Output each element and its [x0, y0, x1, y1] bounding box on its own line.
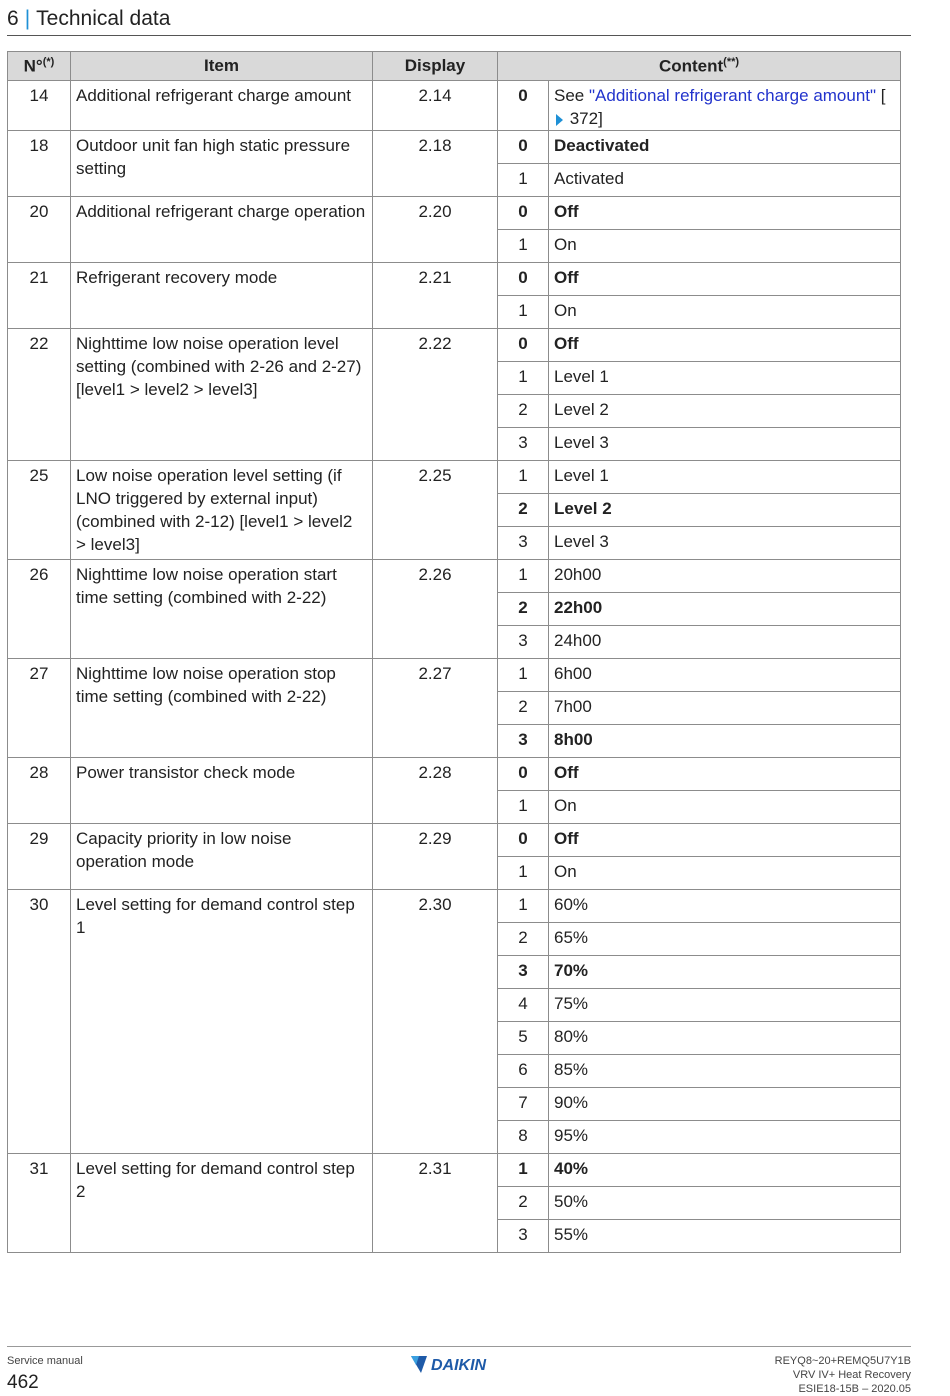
option-value: Off	[549, 758, 901, 791]
option-value: 60%	[549, 890, 901, 923]
option-code: 1	[498, 296, 549, 329]
footer-doc-ref: ESIE18-15B – 2020.05	[798, 1383, 911, 1395]
column-header-no: N°(*)	[8, 52, 71, 81]
row-display: 2.28	[373, 758, 498, 824]
row-display: 2.29	[373, 824, 498, 890]
settings-table	[7, 51, 901, 1253]
option-value: 8h00	[549, 725, 901, 758]
option-value: Off	[549, 197, 901, 230]
column-header-item: Item	[71, 52, 373, 81]
option-value: Level 1	[549, 362, 901, 395]
row-number: 20	[8, 197, 71, 263]
option-code: 3	[498, 626, 549, 659]
row-item: Level setting for demand control step 1	[71, 890, 373, 1154]
option-code: 1	[498, 230, 549, 263]
option-code: 0	[498, 329, 549, 362]
option-value: Off	[549, 263, 901, 296]
row-number: 25	[8, 461, 71, 560]
option-value: Level 2	[549, 395, 901, 428]
option-value: On	[549, 230, 901, 263]
table-row	[8, 659, 901, 692]
option-code: 1	[498, 857, 549, 890]
option-value: 85%	[549, 1055, 901, 1088]
row-number: 30	[8, 890, 71, 1154]
option-code: 1	[498, 362, 549, 395]
svg-text:DAIKIN: DAIKIN	[431, 1357, 487, 1374]
table-row	[8, 197, 901, 230]
option-code: 2	[498, 494, 549, 527]
row-item: Level setting for demand control step 2	[71, 1154, 373, 1253]
row-display: 2.18	[373, 131, 498, 197]
option-value: 75%	[549, 989, 901, 1022]
table-row	[8, 131, 901, 164]
option-value: 24h00	[549, 626, 901, 659]
page-ref-open: [	[876, 86, 886, 105]
option-code: 0	[498, 824, 549, 857]
column-header-display: Display	[373, 52, 498, 81]
option-value: Level 1	[549, 461, 901, 494]
footer-doc-type: Service manual	[7, 1355, 83, 1367]
column-header-content: Content(**)	[498, 52, 901, 81]
option-value: Deactivated	[549, 131, 901, 164]
option-code: 1	[498, 659, 549, 692]
option-code: 8	[498, 1121, 549, 1154]
table-row	[8, 758, 901, 791]
option-code: 6	[498, 1055, 549, 1088]
option-code: 7	[498, 1088, 549, 1121]
table-row	[8, 263, 901, 296]
row-item: Nighttime low noise operation stop time setting (combined with 2-22)	[71, 659, 373, 758]
table-row	[8, 1154, 901, 1187]
option-code: 3	[498, 527, 549, 560]
option-code: 1	[498, 1154, 549, 1187]
row-number: 29	[8, 824, 71, 890]
option-value: 50%	[549, 1187, 901, 1220]
table-row	[8, 824, 901, 857]
option-value: Off	[549, 329, 901, 362]
row-display: 2.22	[373, 329, 498, 461]
option-value: 80%	[549, 1022, 901, 1055]
table-row	[8, 329, 901, 362]
row-display: 2.31	[373, 1154, 498, 1253]
option-value: Level 3	[549, 428, 901, 461]
row-item: Outdoor unit fan high static pressure setting	[71, 131, 373, 197]
table-header-row	[8, 52, 901, 81]
row-item: Additional refrigerant charge operation	[71, 197, 373, 263]
option-code: 1	[498, 890, 549, 923]
option-value: 20h00	[549, 560, 901, 593]
footer-model: REYQ8~20+REMQ5U7Y1B	[774, 1355, 911, 1367]
option-value: 6h00	[549, 659, 901, 692]
daikin-logo	[409, 1353, 513, 1375]
row-item: Capacity priority in low noise operation mode	[71, 824, 373, 890]
row-number: 21	[8, 263, 71, 329]
option-value-text: See	[554, 86, 589, 105]
option-code: 2	[498, 692, 549, 725]
option-code: 2	[498, 1187, 549, 1220]
option-value: On	[549, 791, 901, 824]
option-value: Activated	[549, 164, 901, 197]
option-code: 3	[498, 1220, 549, 1253]
option-code: 4	[498, 989, 549, 1022]
page-reference-arrow-icon	[556, 114, 563, 126]
option-code: 1	[498, 560, 549, 593]
row-item: Additional refrigerant charge amount	[71, 81, 373, 131]
row-display: 2.26	[373, 560, 498, 659]
option-value: 55%	[549, 1220, 901, 1253]
row-display: 2.25	[373, 461, 498, 560]
row-number: 14	[8, 81, 71, 131]
row-item: Nighttime low noise operation start time setting (combined with 2-22)	[71, 560, 373, 659]
option-code: 3	[498, 725, 549, 758]
row-number: 18	[8, 131, 71, 197]
table-row	[8, 890, 901, 923]
table-row	[8, 560, 901, 593]
page-footer	[7, 1346, 911, 1395]
row-display: 2.14	[373, 81, 498, 131]
option-value: 22h00	[549, 593, 901, 626]
option-value: Level 3	[549, 527, 901, 560]
footer-product: VRV IV+ Heat Recovery	[792, 1369, 911, 1381]
row-item: Low noise operation level setting (if LNO triggered by external input) (combined with 2-12) [level1 > level2 > level3]	[71, 461, 373, 560]
row-display: 2.27	[373, 659, 498, 758]
option-code: 2	[498, 923, 549, 956]
option-code: 1	[498, 791, 549, 824]
header-separator: |	[24, 7, 31, 30]
option-value: 7h00	[549, 692, 901, 725]
option-code: 1	[498, 461, 549, 494]
row-item: Power transistor check mode	[71, 758, 373, 824]
option-value: Level 2	[549, 494, 901, 527]
option-value: On	[549, 296, 901, 329]
row-display: 2.30	[373, 890, 498, 1154]
page-number: 462	[7, 1372, 39, 1393]
option-value: 70%	[549, 956, 901, 989]
option-code: 0	[498, 131, 549, 164]
row-item: Nighttime low noise operation level setting (combined with 2-26 and 2-27) [level1 > level2 > level3]	[71, 329, 373, 461]
option-code: 0	[498, 263, 549, 296]
row-display: 2.20	[373, 197, 498, 263]
row-number: 26	[8, 560, 71, 659]
option-value: 40%	[549, 1154, 901, 1187]
option-value: 95%	[549, 1121, 901, 1154]
row-number: 22	[8, 329, 71, 461]
page-title: Technical data	[36, 7, 171, 30]
option-code: 2	[498, 593, 549, 626]
option-value: 65%	[549, 923, 901, 956]
option-code: 3	[498, 428, 549, 461]
option-value: Off	[549, 824, 901, 857]
page-header	[7, 4, 911, 36]
footer-doc-info	[775, 1354, 911, 1396]
section-number: 6	[7, 7, 19, 30]
option-code: 0	[498, 81, 549, 131]
row-item: Refrigerant recovery mode	[71, 263, 373, 329]
option-code: 3	[498, 956, 549, 989]
option-code: 1	[498, 164, 549, 197]
option-value: On	[549, 857, 901, 890]
table-row	[8, 461, 901, 494]
table-row	[8, 81, 901, 131]
cross-reference-link[interactable]: "Additional refrigerant charge amount"	[588, 86, 877, 105]
page-ref-number: 372]	[565, 109, 603, 128]
row-display: 2.21	[373, 263, 498, 329]
table-body	[8, 81, 901, 1253]
option-code: 0	[498, 758, 549, 791]
option-value: 90%	[549, 1088, 901, 1121]
row-number: 31	[8, 1154, 71, 1253]
option-code: 2	[498, 395, 549, 428]
row-number: 27	[8, 659, 71, 758]
option-code: 0	[498, 197, 549, 230]
row-number: 28	[8, 758, 71, 824]
option-code: 5	[498, 1022, 549, 1055]
option-value[interactable]	[549, 81, 901, 131]
